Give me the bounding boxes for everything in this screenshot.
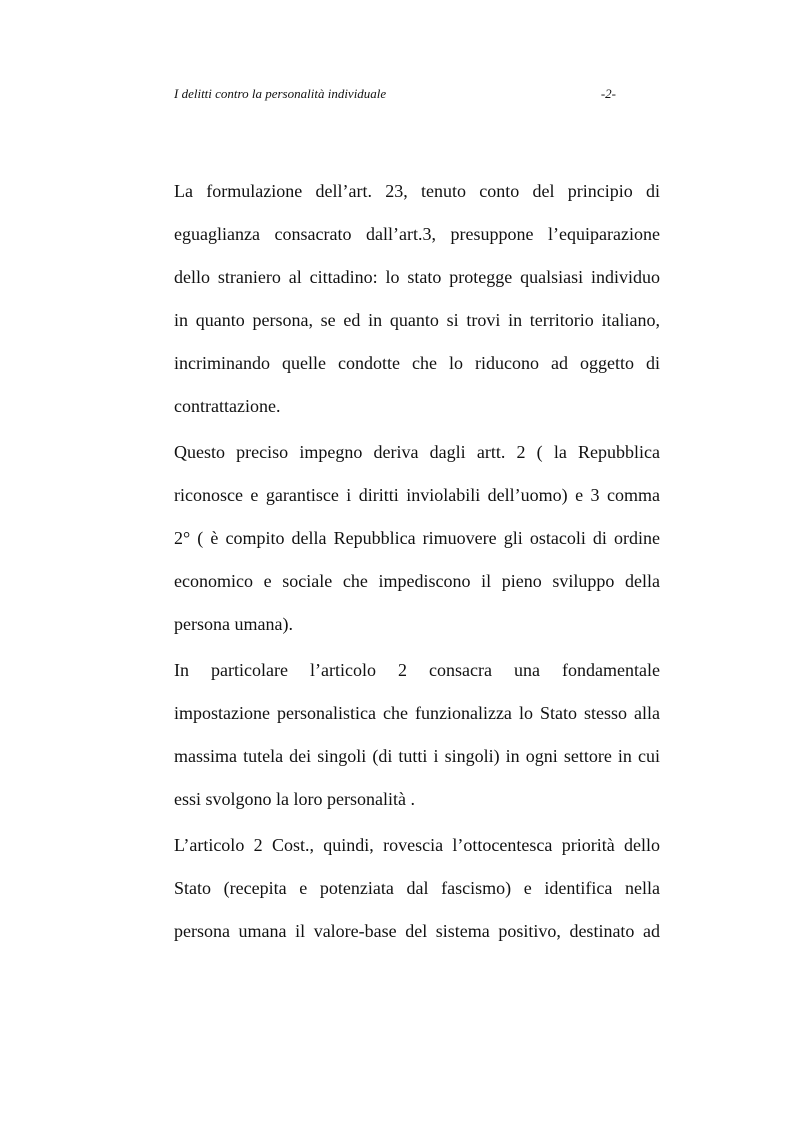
- text-line: Questo preciso impegno deriva dagli artt. 2 ( la Repubblica: [174, 442, 660, 462]
- paragraph: [174, 170, 660, 428]
- text-line: Stato (recepita e potenziata dal fascismo) e identifica nella: [174, 878, 660, 898]
- running-header: [174, 84, 616, 104]
- header-title: I delitti contro la personalità individuale: [174, 86, 387, 101]
- page-number: -2-: [600, 86, 616, 101]
- text-line: essi svolgono la loro personalità .: [174, 789, 415, 809]
- paragraph: [174, 649, 660, 821]
- text-line: persona umana).: [174, 614, 293, 634]
- text-line: L’articolo 2 Cost., quindi, rovescia l’ottocentesca priorità dello: [174, 835, 660, 855]
- text-line: contrattazione.: [174, 396, 281, 416]
- paragraph: [174, 431, 660, 646]
- text-line: persona umana il valore-base del sistema positivo, destinato ad: [174, 921, 660, 941]
- text-line: dello straniero al cittadino: lo stato protegge qualsiasi individuo: [174, 267, 660, 287]
- text-line: impostazione personalistica che funzionalizza lo Stato stesso alla: [174, 703, 660, 723]
- text-line: La formulazione dell’art. 23, tenuto conto del principio di: [174, 181, 660, 201]
- text-line: In particolare l’articolo 2 consacra una fondamentale: [174, 660, 660, 680]
- text-line: 2° ( è compito della Repubblica rimuovere gli ostacoli di ordine: [174, 528, 660, 548]
- text-line: riconosce e garantisce i diritti inviolabili dell’uomo) e 3 comma: [174, 485, 660, 505]
- text-line: massima tutela dei singoli (di tutti i singoli) in ogni settore in cui: [174, 746, 660, 766]
- text-line: economico e sociale che impediscono il pieno sviluppo della: [174, 571, 660, 591]
- body-text: [174, 170, 660, 953]
- paragraph: [174, 824, 660, 953]
- text-line: eguaglianza consacrato dall’art.3, presuppone l’equiparazione: [174, 224, 660, 244]
- text-line: incriminando quelle condotte che lo riducono ad oggetto di: [174, 353, 660, 373]
- text-line: in quanto persona, se ed in quanto si trovi in territorio italiano,: [174, 310, 660, 330]
